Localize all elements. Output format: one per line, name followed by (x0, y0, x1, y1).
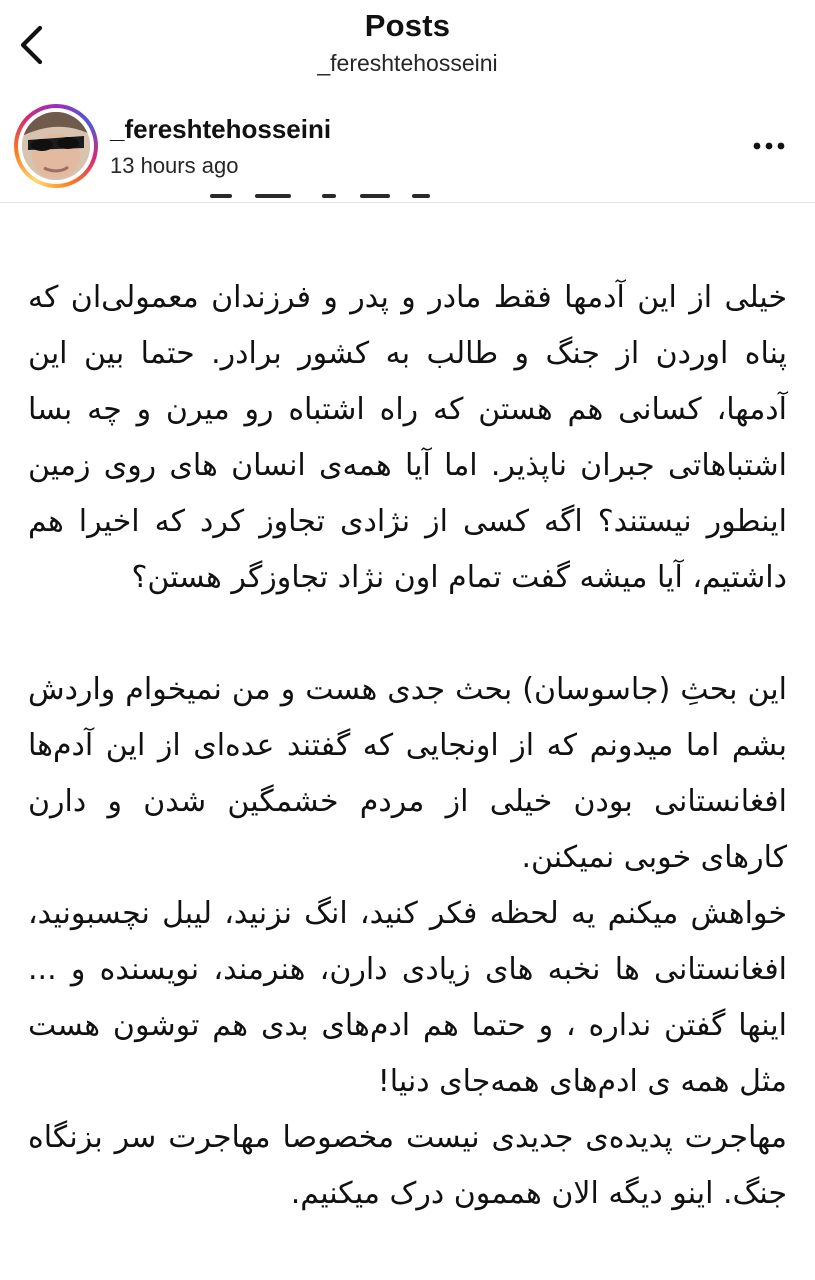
caption-paragraph: خواهش میکنم یه لحظه فکر کنید، انگ نزنید، لیبل نچسبونید، افغانستانی ها نخبه های زیادی دارن، هنرمند، نویسنده و ... اینها گفتن نداره ، و حتما هم ادم‌های بدی هم توشون هست مثل همه ی ادم‌های همه‌جای دنیا! (28, 896, 787, 1099)
post-caption (28, 270, 787, 1222)
caption-paragraph: این بحثِ (جاسوسان) بحث جدی هست و من نمیخوام واردش بشم اما میدونم که از اونجایی که گفتند عده‌ای از این آدم‌ها افغانستانی بودن خیلی از مردم خشمگین شدن و دارن کارهای خوبی نمیکنن. (28, 672, 787, 875)
caption-paragraph: خیلی از این آدمها فقط مادر و پدر و فرزندان معمولی‌ان که پناه اوردن از جنگ و طالب به کشور برادر. حتما بین این آدمها، کسانی هم هستن که راه اشتباه رو میرن و چه بسا اشتباهاتی جبران ناپذیر. اما آیا همه‌ی انسان های روی زمین اینطور نیستند؟ اگه کسی از نژادی تجاوز کرد که اخیرا هم داشتیم، آیا میشه گفت تمام اون نژاد تجاوزگر هستن؟ (28, 280, 787, 595)
page-title: Posts (364, 8, 451, 43)
top-navigation-bar (0, 0, 815, 90)
avatar-image (22, 112, 90, 180)
post-username[interactable]: _fereshtehosseini (110, 114, 332, 144)
truncated-text-line (60, 188, 480, 202)
post-header (0, 96, 815, 203)
post-timestamp: 13 hours ago (110, 153, 239, 178)
more-options-button[interactable] (749, 134, 789, 158)
avatar[interactable] (22, 112, 90, 180)
story-ring[interactable] (14, 104, 98, 188)
more-horizontal-icon (749, 134, 789, 158)
page-subtitle-username[interactable]: _fereshtehosseini (317, 50, 498, 76)
caption-paragraph: مهاجرت پدیده‌ی جدیدی نیست مخصوصا مهاجرت سر بزنگاه جنگ. اینو دیگه الان هممون درک میکنیم. (28, 1120, 787, 1211)
